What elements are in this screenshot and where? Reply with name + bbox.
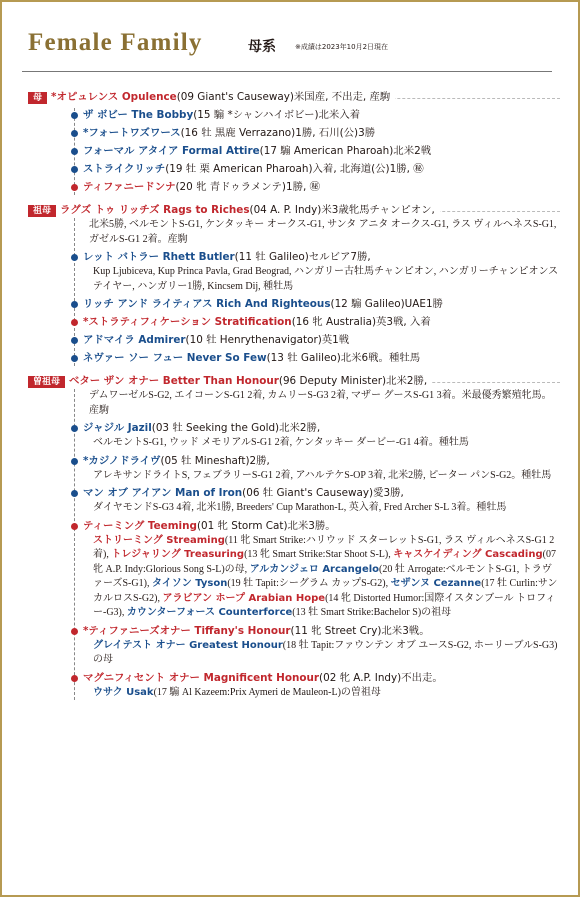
granddam-record: 北米5勝, ベルモントS-G1, ケンタッキー オークス-G1, サンタ アニタ オークス-G1, ラス ヴィルヘネスS-G1, ガゼルS-G1 2着。産駒 xyxy=(89,219,557,245)
date-note: ※成績は2023年10月2日現在 xyxy=(295,43,389,51)
teeming-offspring: ストリーミング Streaming(11 牝 Smart Strike:ハリウッド スターレットS-G1, ラス ヴィルヘネスS-G1 2着), トレジャリング Treasuring(13 牝 Smart Strike:Star Shoot S-L), キャスケイディング Cascading(07 牝 A.P. Indy:Glorious Song S-L)の母, アルカンジェロ Arcangelo(20 牡 Arrogate:ベルモントS-G1, トラヴァーズS-G1), タイソン Tyson(19 牡 Tapit:シーグラム カップS-G2), セザンヌ Cezanne(17 牡 Curlin:サン カルロスS-G2), アラビアン ホープ Arabian Hope(14 牝 Distorted Humor:国際イスタンブール トロフィー-G3), カウンターフォース Counterforce(13 牡 Smart Strike:Bachelor S)の祖母 xyxy=(93,534,558,618)
generation-great-granddam xyxy=(30,374,560,700)
list-item: *フォートワズワース(16 牡 黒鹿 Verrazano)1勝, 石川(公)3勝 xyxy=(83,126,560,141)
list-item: ザ ボビー The Bobby(15 騸 *シャンハイボビー)北米入着 xyxy=(83,108,560,123)
header-divider xyxy=(22,71,552,72)
list-item: フォーマル アタイア Formal Attire(17 騸 American Pharoah)北米2戦 xyxy=(83,144,560,159)
bullet-icon xyxy=(71,425,78,432)
list-item: レット バトラー Rhett Butler(11 牡 Galileo)セルビア7勝, Kup Ljubiceva, Kup Princa Pavla, Grad Beograd, ハンガリー古牡馬チャンピオン, ハンガリーチャンピオンステイヤー, ハンガリー1勝, Kincsem Dij, 種牡馬 xyxy=(83,250,560,294)
granddam-name: ラグズ トゥ リッチズ Rags to Riches xyxy=(60,204,250,216)
bullet-icon xyxy=(71,355,78,362)
bullet-icon xyxy=(71,490,78,497)
great-granddam-name: ベター ザン オナー Better Than Honour xyxy=(69,375,279,387)
header xyxy=(20,27,560,75)
great-granddam-record: デムワーゼルS-G2, エイコーンS-G1 2着, カムリーS-G3 2着, マザー グースS-G1 3着。米最優秀繁殖牝馬。産駒 xyxy=(89,390,552,416)
list-item: ネヴァー ソー フュー Never So Few(13 牡 Galileo)北米6戦。種牡馬 xyxy=(83,351,560,366)
bullet-icon xyxy=(71,337,78,344)
page-subtitle: 母系 xyxy=(248,39,276,55)
generation-badge: 母 xyxy=(28,92,47,104)
page-title: Female Family xyxy=(28,29,203,56)
bullet-icon xyxy=(71,319,78,326)
generation-granddam xyxy=(30,203,560,366)
list-item: *ストラティフィケーション Stratification(16 牝 Australia)英3戦, 入着 xyxy=(83,315,560,330)
great-granddam-info: (96 Deputy Minister)北米2勝, xyxy=(278,375,428,387)
bullet-icon xyxy=(71,523,78,530)
granddam-info: (04 A. P. Indy)米3歳牝馬チャンピオン, xyxy=(249,204,435,216)
list-item: アドマイラ Admirer(10 牡 Henrythenavigator)英1戦 xyxy=(83,333,560,348)
dam-info: (09 Giant's Causeway)米国産, 不出走, 産駒 xyxy=(176,91,391,103)
list-item: マン オブ アイアン Man of Iron(06 牡 Giant's Causeway)愛3勝, ダイヤモンドS-G3 4着, 北米1勝, Breeders' Cup Marathon-L, 英入着, Fred Archer S-L 3着。種牡馬 xyxy=(83,486,560,516)
generation-dam xyxy=(30,90,560,195)
list-item: ティーミング Teeming(01 牝 Storm Cat)北米3勝。 ストリーミング Streaming(11 牝 Smart Strike:ハリウッド スターレットS-G1, ラス ヴィルヘネスS-G1 2着), トレジャリング Treasuring(13 牝 Smart Strike:Star Shoot S-L), キャスケイディング Cascading(07 牝 A.P. Indy:Glorious Song S-L)の母, アルカンジェロ Arcangelo(20 牡 Arrogate:ベルモントS-G1, トラヴァーズS-G1), タイソン Tyson(19 牡 Tapit:シーグラム カップS-G2), セザンヌ Cezanne(17 牡 Curlin:サン カルロスS-G2), アラビアン ホープ Arabian Hope(14 牝 Distorted Humor:国際イスタンブール トロフィー-G3), カウンターフォース Counterforce(13 牡 Smart Strike:Bachelor S)の祖母 xyxy=(83,519,560,621)
dam-offspring-list xyxy=(74,108,560,195)
bullet-icon xyxy=(71,148,78,155)
tiffany-offspring: グレイテスト オナー Greatest Honour(18 牡 Tapit:ファウンテン オブ ユースS-G2, ホーリーブルS-G3)の母 xyxy=(93,639,558,665)
bullet-icon xyxy=(71,254,78,261)
list-item: マグニフィセント オナー Magnificent Honour(02 牝 A.P. Indy)不出走。 ウサク Usak(17 騸 Al Kazeem:Prix Aymeri de Mauleon-L)の曽祖母 xyxy=(83,671,560,701)
family-content xyxy=(30,90,560,708)
bullet-icon xyxy=(71,628,78,635)
bullet-icon xyxy=(71,112,78,119)
generation-badge: 曽祖母 xyxy=(28,376,65,388)
bullet-icon xyxy=(71,184,78,191)
bullet-icon xyxy=(71,130,78,137)
list-item: リッチ アンド ライティアス Rich And Righteous(12 騸 Galileo)UAE1勝 xyxy=(83,297,560,312)
bullet-icon xyxy=(71,458,78,465)
list-item: ティファニードンナ(20 牝 青ドゥラメンテ)1勝, ㊙ xyxy=(83,180,560,195)
magnificent-offspring: ウサク Usak(17 騸 Al Kazeem:Prix Aymeri de Mauleon-L)の曽祖母 xyxy=(93,686,381,698)
granddam-offspring-list xyxy=(74,218,560,366)
generation-badge: 祖母 xyxy=(28,205,56,217)
list-item: *ティファニーズオナー Tiffany's Honour(11 牝 Street Cry)北米3戦。 グレイテスト オナー Greatest Honour(18 牡 Tapit:ファウンテン オブ ユースS-G2, ホーリーブルS-G3)の母 xyxy=(83,624,560,668)
bullet-icon xyxy=(71,675,78,682)
bullet-icon xyxy=(71,166,78,173)
list-item: ジャジル Jazil(03 牡 Seeking the Gold)北米2勝, ベルモントS-G1, ウッド メモリアルS-G1 2着, ケンタッキー ダービー-G1 4着。種牡馬 xyxy=(83,421,560,451)
list-item: ストライクリッチ(19 牡 栗 American Pharoah)入着, 北海道(公)1勝, ㊙ xyxy=(83,162,560,177)
great-granddam-offspring-list xyxy=(74,389,560,700)
list-item: *カジノドライヴ(05 牡 Mineshaft)2勝, アレキサンドライトS, フェブラリーS-G1 2着, アハルテケS-OP 3着, 北米2勝, ピーター パンS-G2。種牡馬 xyxy=(83,454,560,484)
dam-name: *オピュレンス Opulence xyxy=(51,91,177,103)
bullet-icon xyxy=(71,301,78,308)
